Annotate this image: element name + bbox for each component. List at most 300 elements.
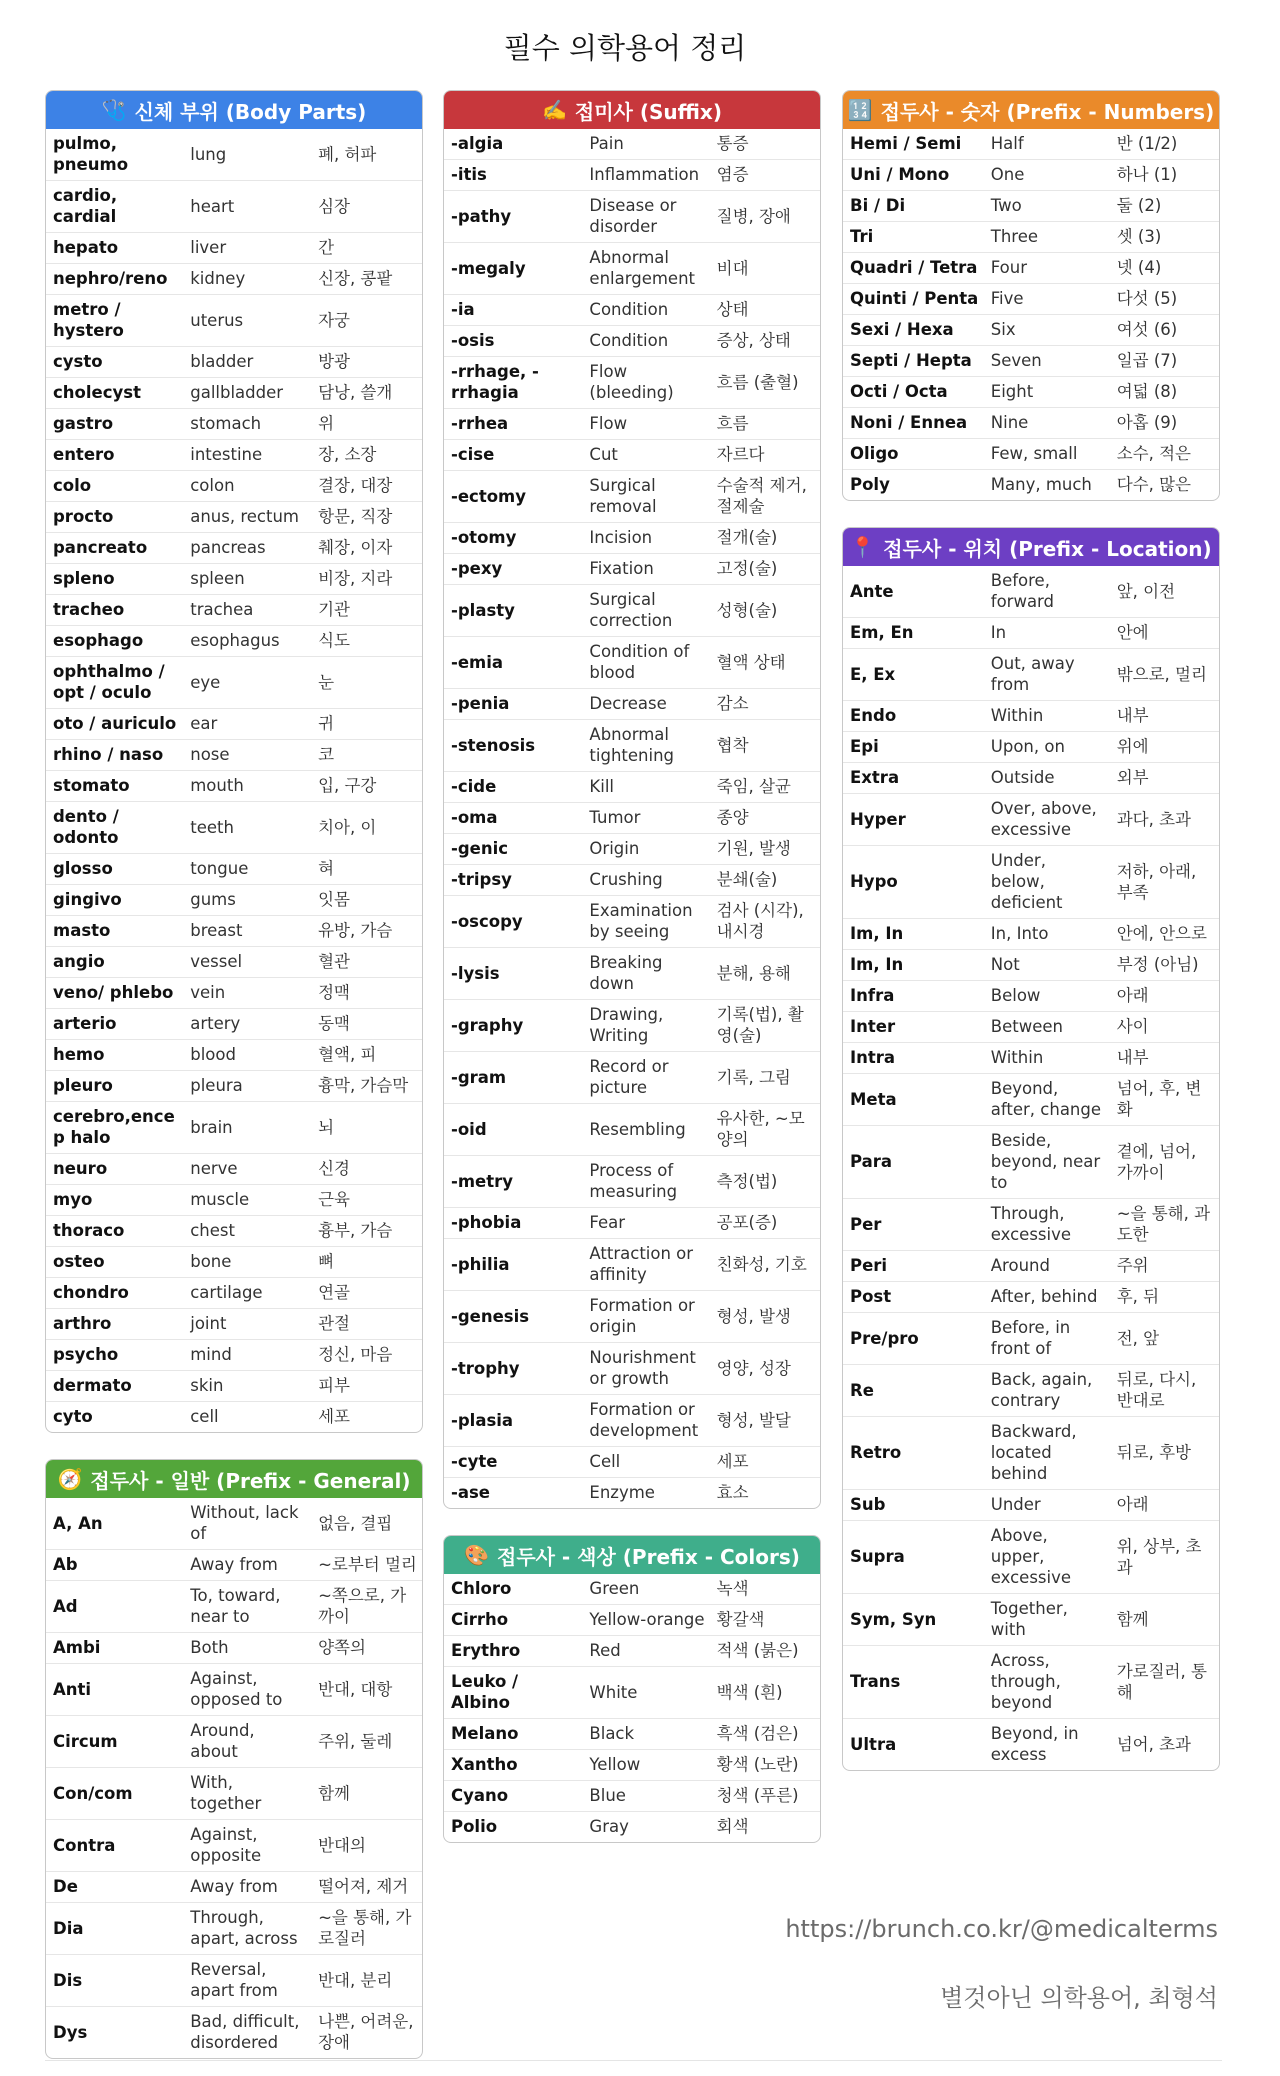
table-row [444, 720, 820, 772]
english-meaning-cell: Within [984, 1043, 1110, 1074]
english-meaning-cell: nose [183, 740, 311, 771]
english-meaning-cell: Disease or disorder [582, 191, 709, 243]
term-cell: Epi [843, 732, 984, 763]
card-prefix-colors [443, 1535, 821, 1843]
table-row [46, 1498, 422, 1550]
table-row [444, 637, 820, 689]
term-cell: arterio [46, 1009, 183, 1040]
table-row [843, 129, 1219, 160]
table-row [444, 1395, 820, 1447]
english-meaning-cell: Abnormal enlargement [582, 243, 709, 295]
table-row [46, 802, 422, 854]
korean-meaning-cell: 없음, 결핍 [311, 1498, 422, 1550]
term-table [46, 1498, 422, 2058]
table-row [843, 763, 1219, 794]
card-title: 접두사 - 위치 (Prefix - Location) [883, 536, 1212, 561]
korean-meaning-cell: 검사 (시각), 내시경 [710, 896, 820, 948]
english-meaning-cell: Seven [984, 346, 1110, 377]
table-row [843, 160, 1219, 191]
english-meaning-cell: Through, excessive [984, 1199, 1110, 1251]
korean-meaning-cell: 세포 [318, 1407, 350, 1426]
term-cell: cysto [46, 347, 183, 378]
english-meaning-cell: Record or picture [582, 1052, 709, 1104]
english-meaning-cell: vessel [183, 947, 311, 978]
term-cell: masto [46, 916, 183, 947]
term-cell: Re [843, 1365, 984, 1417]
korean-meaning-cell: 여섯 (6) [1110, 315, 1219, 346]
term-table [46, 129, 422, 1432]
table-row [843, 1074, 1219, 1126]
table-row [843, 1521, 1219, 1594]
english-meaning-cell: Pain [582, 129, 709, 160]
table-row [444, 689, 820, 720]
korean-meaning-cell: 적색 (붉은) [710, 1636, 820, 1667]
term-cell: A, An [46, 1498, 183, 1550]
term-cell: nephro/reno [46, 264, 183, 295]
english-meaning-cell: Green [582, 1574, 709, 1605]
table-row [46, 916, 422, 947]
korean-meaning-cell: 통증 [710, 129, 820, 160]
term-cell: myo [46, 1185, 183, 1216]
table-row [444, 326, 820, 357]
table-row [46, 1247, 422, 1278]
table-row [843, 1251, 1219, 1282]
table-row [444, 1812, 820, 1843]
table-row [46, 1309, 422, 1340]
english-meaning-cell: Origin [582, 834, 709, 865]
english-meaning-cell: teeth [183, 802, 311, 854]
table-row [843, 1365, 1219, 1417]
footer-url[interactable]: https://brunch.co.kr/@medicalterms [785, 1915, 1218, 1943]
table-row [843, 1012, 1219, 1043]
korean-meaning-cell: 혈액 상태 [710, 637, 820, 689]
korean-meaning-cell: 청색 (푸른) [710, 1781, 820, 1812]
term-cell: Per [843, 1199, 984, 1251]
english-meaning-cell: Gray [589, 1817, 629, 1836]
english-meaning-cell: Backward, located behind [984, 1417, 1110, 1490]
korean-meaning-cell: 죽임, 살균 [710, 772, 820, 803]
term-cell: -itis [444, 160, 582, 191]
term-cell: -rrhage, -rrhagia [444, 357, 582, 409]
korean-meaning-cell: 협착 [710, 720, 820, 772]
english-meaning-cell: With, together [183, 1768, 311, 1820]
korean-meaning-cell: 반대, 대항 [311, 1664, 422, 1716]
term-cell: Polio [451, 1817, 498, 1836]
table-row [843, 253, 1219, 284]
term-cell: cholecyst [46, 378, 183, 409]
card-suffix [443, 90, 821, 1509]
term-cell: Xantho [444, 1750, 582, 1781]
table-row [444, 865, 820, 896]
table-row [843, 1417, 1219, 1490]
korean-meaning-cell: 혈관 [311, 947, 422, 978]
korean-meaning-cell: 안에 [1110, 618, 1219, 649]
korean-meaning-cell: ~을 통해, 과도한 [1110, 1199, 1219, 1251]
table-row [46, 1009, 422, 1040]
table-row [843, 1490, 1219, 1521]
table-row [46, 595, 422, 626]
term-cell: dento / odonto [46, 802, 183, 854]
english-meaning-cell: Process of measuring [582, 1156, 709, 1208]
english-meaning-cell: ear [183, 709, 311, 740]
term-table [444, 129, 820, 1508]
english-meaning-cell: After, behind [984, 1282, 1110, 1313]
table-row [843, 439, 1219, 470]
korean-meaning-cell: 주위 [1110, 1251, 1219, 1282]
term-cell: ophthalmo / opt / oculo [46, 657, 183, 709]
korean-meaning-cell: 방광 [311, 347, 422, 378]
english-meaning-cell: chest [183, 1216, 311, 1247]
korean-meaning-cell: 저하, 아래, 부족 [1110, 846, 1219, 919]
term-cell: Sym, Syn [843, 1594, 984, 1646]
term-cell: cardio, cardial [46, 181, 183, 233]
table-row [444, 834, 820, 865]
english-meaning-cell: Incision [582, 523, 709, 554]
english-meaning-cell: Through, apart, across [183, 1903, 311, 1955]
table-row [843, 981, 1219, 1012]
card-prefix-general [45, 1459, 423, 2059]
korean-meaning-cell: 아래 [1110, 981, 1219, 1012]
english-meaning-cell: Before, in front of [984, 1313, 1110, 1365]
card-header [444, 1536, 820, 1574]
english-meaning-cell: Resembling [582, 1104, 709, 1156]
english-meaning-cell: Two [984, 191, 1110, 222]
term-cell: Inter [843, 1012, 984, 1043]
table-row [46, 947, 422, 978]
english-meaning-cell: Under [984, 1490, 1110, 1521]
english-meaning-cell: Against, opposed to [183, 1664, 311, 1716]
korean-meaning-cell: 과다, 초과 [1110, 794, 1219, 846]
table-row [46, 1071, 422, 1102]
term-cell: -oid [444, 1104, 582, 1156]
term-cell: Anti [46, 1664, 183, 1716]
table-row [843, 1313, 1219, 1365]
term-cell: -genic [444, 834, 582, 865]
english-meaning-cell: Without, lack of [183, 1498, 311, 1550]
term-cell: osteo [46, 1247, 183, 1278]
english-meaning-cell: kidney [183, 264, 311, 295]
term-cell: entero [46, 440, 183, 471]
korean-meaning-cell: 외부 [1110, 763, 1219, 794]
table-row [46, 409, 422, 440]
english-meaning-cell: One [984, 160, 1110, 191]
term-cell: tracheo [46, 595, 183, 626]
english-meaning-cell: Condition [582, 295, 709, 326]
term-cell: -trophy [444, 1343, 582, 1395]
term-cell: Oligo [843, 439, 984, 470]
term-cell: Bi / Di [843, 191, 984, 222]
table-row [444, 1605, 820, 1636]
korean-meaning-cell: 양쪽의 [311, 1633, 422, 1664]
english-meaning-cell: brain [183, 1102, 311, 1154]
table-row [46, 1371, 422, 1402]
korean-meaning-cell: 녹색 [710, 1574, 820, 1605]
korean-meaning-cell: 흉막, 가슴막 [311, 1071, 422, 1102]
table-row [46, 378, 422, 409]
korean-meaning-cell: 내부 [1110, 701, 1219, 732]
term-cell: Erythro [444, 1636, 582, 1667]
english-meaning-cell: cartilage [183, 1278, 311, 1309]
korean-meaning-cell: 코 [311, 740, 422, 771]
english-meaning-cell: Beyond, in excess [990, 1724, 1079, 1764]
table-row [46, 181, 422, 233]
term-cell: oto / auriculo [46, 709, 183, 740]
column-right [842, 90, 1220, 1797]
table-row [843, 470, 1219, 501]
term-cell: Meta [843, 1074, 984, 1126]
table-row [46, 264, 422, 295]
term-cell: psycho [46, 1340, 183, 1371]
term-cell: -ectomy [444, 471, 582, 523]
english-meaning-cell: White [582, 1667, 709, 1719]
table-row [444, 1574, 820, 1605]
table-row [843, 1199, 1219, 1251]
english-meaning-cell: Under, below, deficient [984, 846, 1110, 919]
english-meaning-cell: Breaking down [582, 948, 709, 1000]
english-meaning-cell: Formation or origin [582, 1291, 709, 1343]
korean-meaning-cell: 위 [311, 409, 422, 440]
table-row [46, 347, 422, 378]
card-body-parts [45, 90, 423, 1433]
korean-meaning-cell: 관절 [311, 1309, 422, 1340]
table-row [444, 1667, 820, 1719]
term-cell: metro / hystero [46, 295, 183, 347]
term-cell: neuro [46, 1154, 183, 1185]
term-cell: -emia [444, 637, 582, 689]
english-meaning-cell: Inflammation [582, 160, 709, 191]
korean-meaning-cell: 흐름 (출혈) [710, 357, 820, 409]
english-meaning-cell: Before, forward [984, 566, 1110, 618]
term-cell: Infra [843, 981, 984, 1012]
term-cell: Leuko / Albino [444, 1667, 582, 1719]
term-cell: -stenosis [444, 720, 582, 772]
table-row [843, 284, 1219, 315]
english-meaning-cell: Abnormal tightening [582, 720, 709, 772]
term-cell: Hyper [843, 794, 984, 846]
english-meaning-cell: Condition [582, 326, 709, 357]
term-cell: Chloro [444, 1574, 582, 1605]
term-cell: pancreato [46, 533, 183, 564]
korean-meaning-cell: 넘어, 초과 [1116, 1734, 1191, 1754]
term-cell: -phobia [444, 1208, 582, 1239]
english-meaning-cell: gallbladder [183, 378, 311, 409]
term-cell: -oma [444, 803, 582, 834]
korean-meaning-cell: 넷 (4) [1110, 253, 1219, 284]
korean-meaning-cell: 위, 상부, 초과 [1110, 1521, 1219, 1594]
korean-meaning-cell: 친화성, 기호 [710, 1239, 820, 1291]
english-meaning-cell: Fixation [582, 554, 709, 585]
term-cell: thoraco [46, 1216, 183, 1247]
korean-meaning-cell: 뒤로, 후방 [1110, 1417, 1219, 1490]
term-cell: Noni / Ennea [843, 408, 984, 439]
english-meaning-cell: muscle [183, 1185, 311, 1216]
english-meaning-cell: Crushing [582, 865, 709, 896]
term-cell: Im, In [843, 950, 984, 981]
korean-meaning-cell: 감소 [710, 689, 820, 720]
table-row [46, 2007, 422, 2059]
english-meaning-cell: Across, through, beyond [984, 1646, 1110, 1719]
table-row [843, 701, 1219, 732]
korean-meaning-cell: 폐, 허파 [311, 129, 422, 181]
korean-meaning-cell: 백색 (흰) [710, 1667, 820, 1719]
korean-meaning-cell: 흐름 [710, 409, 820, 440]
palette-icon: 🎨 [464, 1543, 489, 1567]
english-meaning-cell: Six [984, 315, 1110, 346]
term-cell: Ultra [850, 1734, 897, 1754]
korean-meaning-cell: 앞, 이전 [1110, 566, 1219, 618]
table-row [843, 732, 1219, 763]
korean-meaning-cell: 뒤로, 다시, 반대로 [1110, 1365, 1219, 1417]
table-row [46, 1633, 422, 1664]
english-meaning-cell: liver [183, 233, 311, 264]
table-row [444, 523, 820, 554]
english-meaning-cell: colon [183, 471, 311, 502]
english-meaning-cell: Outside [984, 763, 1110, 794]
english-meaning-cell: To, toward, near to [183, 1581, 311, 1633]
table-row [444, 585, 820, 637]
korean-meaning-cell: 아래 [1110, 1490, 1219, 1521]
english-meaning-cell: Fear [582, 1208, 709, 1239]
korean-meaning-cell: 영양, 성장 [710, 1343, 820, 1395]
korean-meaning-cell: 세포 [710, 1447, 820, 1478]
korean-meaning-cell: 치아, 이 [311, 802, 422, 854]
table-row [843, 222, 1219, 253]
korean-meaning-cell: 기관 [311, 595, 422, 626]
korean-meaning-cell: 자르다 [710, 440, 820, 471]
term-cell: De [46, 1872, 183, 1903]
korean-meaning-cell: 나쁜, 어려운, 장애 [318, 2012, 414, 2052]
english-meaning-cell: Many, much [990, 475, 1092, 494]
term-cell: Ad [46, 1581, 183, 1633]
korean-meaning-cell: 황색 (노란) [710, 1750, 820, 1781]
korean-meaning-cell: 분쇄(술) [710, 865, 820, 896]
table-row [843, 566, 1219, 618]
card-title: 접두사 - 색상 (Prefix - Colors) [497, 1544, 800, 1569]
divider [45, 2060, 1222, 2061]
korean-meaning-cell: 안에, 안으로 [1110, 919, 1219, 950]
table-row [46, 440, 422, 471]
english-meaning-cell: pancreas [183, 533, 311, 564]
table-row [444, 160, 820, 191]
term-cell: Sub [843, 1490, 984, 1521]
english-meaning-cell: Within [984, 701, 1110, 732]
english-meaning-cell: esophagus [183, 626, 311, 657]
korean-meaning-cell: 종양 [710, 803, 820, 834]
english-meaning-cell: breast [183, 916, 311, 947]
korean-meaning-cell: 위에 [1110, 732, 1219, 763]
english-meaning-cell: Away from [183, 1550, 311, 1581]
korean-meaning-cell: 정신, 마음 [311, 1340, 422, 1371]
korean-meaning-cell: 절개(술) [710, 523, 820, 554]
table-row [444, 772, 820, 803]
term-cell: -philia [444, 1239, 582, 1291]
table-row [444, 1052, 820, 1104]
table-row [444, 440, 820, 471]
table-row [46, 564, 422, 595]
english-meaning-cell: bone [183, 1247, 311, 1278]
term-cell: cerebro,encep halo [46, 1102, 183, 1154]
term-cell: -lysis [444, 948, 582, 1000]
korean-meaning-cell: 함께 [311, 1768, 422, 1820]
english-meaning-cell: Reversal, apart from [183, 1955, 311, 2007]
korean-meaning-cell: 유사한, ~모양의 [710, 1104, 820, 1156]
korean-meaning-cell: 근육 [311, 1185, 422, 1216]
korean-meaning-cell: ~을 통해, 가로질러 [311, 1903, 422, 1955]
korean-meaning-cell: 신경 [311, 1154, 422, 1185]
korean-meaning-cell: 하나 (1) [1110, 160, 1219, 191]
card-header [843, 91, 1219, 129]
numbers-icon: 🔢 [847, 98, 873, 122]
english-meaning-cell: Around [984, 1251, 1110, 1282]
table-row [444, 1291, 820, 1343]
table-row [444, 1447, 820, 1478]
korean-meaning-cell: 혀 [311, 854, 422, 885]
table-row [444, 1208, 820, 1239]
term-table [444, 1574, 820, 1842]
term-cell: Supra [843, 1521, 984, 1594]
english-meaning-cell: Yellow [582, 1750, 709, 1781]
korean-meaning-cell: 다섯 (5) [1110, 284, 1219, 315]
korean-meaning-cell: 후, 뒤 [1110, 1282, 1219, 1313]
table-row [843, 1646, 1219, 1719]
english-meaning-cell: Bad, difficult, disordered [190, 2012, 300, 2052]
term-cell: pleuro [46, 1071, 183, 1102]
korean-meaning-cell: 곁에, 넘어, 가까이 [1110, 1126, 1219, 1199]
english-meaning-cell: Tumor [582, 803, 709, 834]
table-row [843, 794, 1219, 846]
korean-meaning-cell: 반 (1/2) [1110, 129, 1219, 160]
term-cell: Circum [46, 1716, 183, 1768]
english-meaning-cell: Back, again, contrary [984, 1365, 1110, 1417]
term-cell: Septi / Hepta [843, 346, 984, 377]
term-cell: Intra [843, 1043, 984, 1074]
term-cell: cyto [53, 1407, 93, 1426]
term-cell: Octi / Octa [843, 377, 984, 408]
term-cell: Contra [46, 1820, 183, 1872]
term-table [843, 129, 1219, 500]
english-meaning-cell: Black [582, 1719, 709, 1750]
term-cell: Ambi [46, 1633, 183, 1664]
card-title: 신체 부위 (Body Parts) [134, 99, 367, 124]
table-row [46, 1216, 422, 1247]
korean-meaning-cell: 반대의 [311, 1820, 422, 1872]
korean-meaning-cell: 반대, 분리 [311, 1955, 422, 2007]
korean-meaning-cell: 아홉 (9) [1110, 408, 1219, 439]
korean-meaning-cell: 함께 [1110, 1594, 1219, 1646]
table-row [46, 978, 422, 1009]
table-row [444, 1478, 820, 1509]
term-cell: -oscopy [444, 896, 582, 948]
english-meaning-cell: Attraction or affinity [582, 1239, 709, 1291]
korean-meaning-cell: 심장 [311, 181, 422, 233]
term-cell: -plasty [444, 585, 582, 637]
korean-meaning-cell: 입, 구강 [311, 771, 422, 802]
card-prefix-location [842, 527, 1220, 1771]
english-meaning-cell: heart [183, 181, 311, 233]
english-meaning-cell: bladder [183, 347, 311, 378]
english-meaning-cell: Between [984, 1012, 1110, 1043]
term-cell: -cyte [444, 1447, 582, 1478]
footer-author: 별것아닌 의학용어, 최형석 [940, 1984, 1218, 2012]
korean-meaning-cell: ~쪽으로, 가까이 [311, 1581, 422, 1633]
term-cell: gastro [46, 409, 183, 440]
term-cell: procto [46, 502, 183, 533]
english-meaning-cell: Eight [984, 377, 1110, 408]
english-meaning-cell: Beyond, after, change [984, 1074, 1110, 1126]
korean-meaning-cell: 담낭, 쓸개 [311, 378, 422, 409]
english-meaning-cell: nerve [183, 1154, 311, 1185]
korean-meaning-cell: ~로부터 멀리 [311, 1550, 422, 1581]
